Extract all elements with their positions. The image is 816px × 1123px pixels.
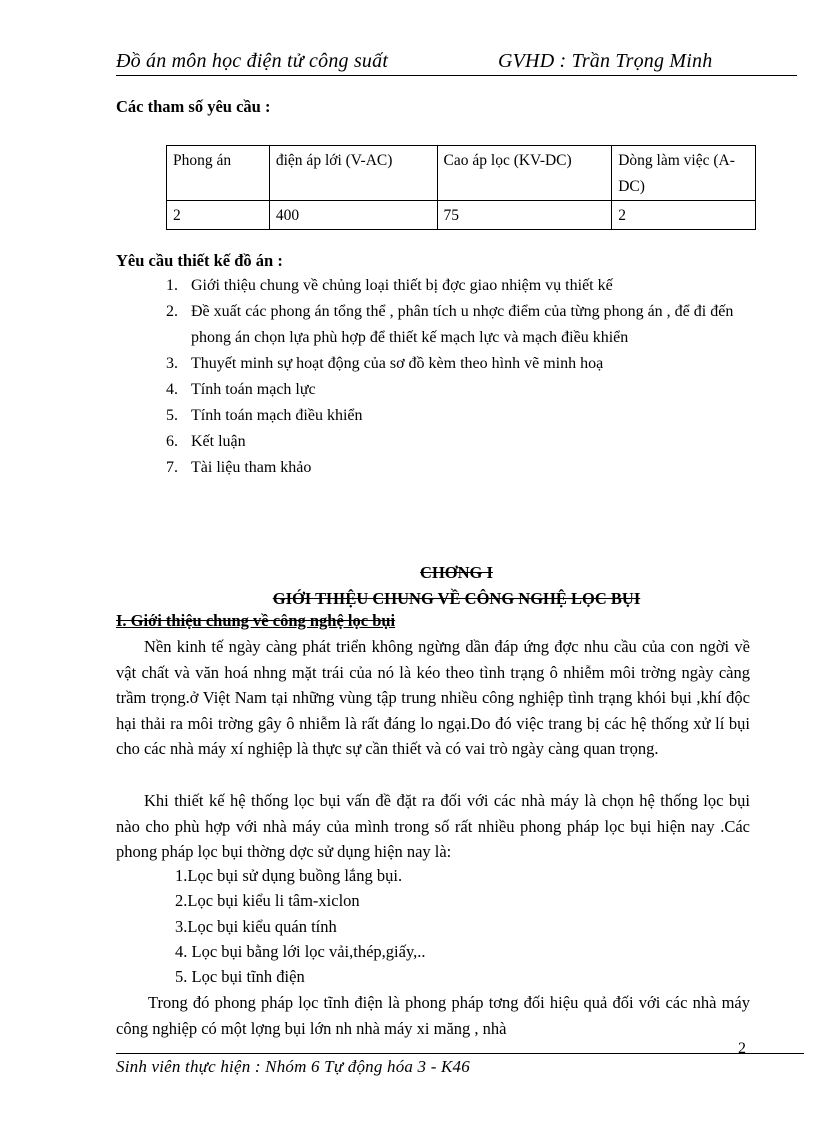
table-cell: 2 xyxy=(167,201,270,230)
list-item: 3.Lọc bụi kiểu quán tính xyxy=(175,916,337,936)
paragraph-2: Khi thiết kế hệ thống lọc bụi vấn đề đặt ra đối với các nhà máy là chọn hệ thống lọc bụi nào cho phù hợp với nhà máy của mình trong số rất nhiều phong pháp lọc bụi hiện nay .Các phong pháp lọc bụi thờng dợc sử dụng hiện nay là: xyxy=(116,791,750,861)
header-title: Đồ án môn học điện tử công suất xyxy=(116,50,389,72)
footer-rule xyxy=(116,1053,804,1054)
chapter-number: CHƠNG I xyxy=(420,563,493,582)
header-rule xyxy=(116,75,797,76)
params-table xyxy=(166,145,756,230)
table-row xyxy=(167,201,756,230)
params-col-filter-voltage: Cao áp lọc (KV-DC) xyxy=(437,146,612,201)
list-item: 6. Kết luận xyxy=(166,433,246,450)
table-cell: 75 xyxy=(437,201,612,230)
paragraph-3: Trong đó phong pháp lọc tĩnh điện là phong pháp tơng đối hiệu quả đối với các nhà máy công nghiệp có một lợng bụi lớn nh nhà máy xi măng , nhà xyxy=(116,993,750,1038)
list-item: 4. Tính toán mạch lực xyxy=(166,381,316,398)
list-item: 2.Lọc bụi kiểu li tâm-xiclon xyxy=(175,891,360,911)
table-cell: 2 xyxy=(612,201,756,230)
design-heading: Yêu cầu thiết kế đồ án : xyxy=(116,251,283,270)
list-item: 4. Lọc bụi bằng lới lọc vải,thép,giấy,.. xyxy=(175,941,426,961)
section-heading: I. Giới thiệu chung về công nghệ lọc bụi xyxy=(116,611,396,630)
params-col-option: Phong án xyxy=(167,146,270,201)
list-item: 1.Lọc bụi sử dụng buồng lắng bụi. xyxy=(175,866,403,885)
params-table-header-row xyxy=(167,146,756,201)
list-item: 5. Tính toán mạch điều khiển xyxy=(166,407,363,424)
header-advisor: GVHD : Trần Trọng Minh xyxy=(498,50,713,72)
params-col-current: Dòng làm việc (A-DC) xyxy=(612,146,756,201)
list-item: 1. Giới thiệu chung về chủng loại thiết bị đợc giao nhiệm vụ thiết kế xyxy=(166,277,613,294)
page-number: 2 xyxy=(738,1040,746,1057)
params-col-grid-voltage: điện áp lới (V-AC) xyxy=(269,146,437,201)
design-requirements-list xyxy=(166,273,736,481)
list-item: 5. Lọc bụi tĩnh điện xyxy=(175,967,305,987)
chapter-title: GIỚI THIỆU CHUNG VỀ CÔNG NGHỆ LỌC BỤI xyxy=(272,589,641,608)
paragraph-1: Nền kinh tế ngày càng phát triển không ngừng dần đáp ứng đợc nhu cầu của con ngời về vật chất và văn hoá nhng mặt trái của nó là kéo theo tình trạng ô nhiễm môi trờng ngày càng trầm trọng.ở Việt Nam tại những vùng tập trung nhiều công nghiệp tình trạng khói bụi ,khí độc hại thải ra môi trờng gây ô nhiễm là rất đáng lo ngại.Do đó việc trang bị các hệ thống xử lí bụi cho các nhà máy xí nghiệp là thực sự cần thiết và có vai trò ngày càng quan trọng. xyxy=(116,637,750,758)
table-cell: 400 xyxy=(269,201,437,230)
list-item: 2. Đề xuất các phong án tổng thể , phân tích u nhợc điểm của từng phong án , để đi đến phong án chọn lựa phù hợp để thiết kế mạch lực và mạch điều khiển xyxy=(166,303,734,346)
list-item: 7. Tài liệu tham khảo xyxy=(166,459,312,476)
params-heading: Các tham số yêu cầu : xyxy=(116,97,271,116)
filter-methods-list xyxy=(175,863,426,989)
footer-students: Sinh viên thực hiện : Nhóm 6 Tự động hóa 3 - K46 xyxy=(116,1057,470,1076)
list-item: 3. Thuyết minh sự hoạt động của sơ đồ kèm theo hình vẽ minh hoạ xyxy=(166,355,604,372)
